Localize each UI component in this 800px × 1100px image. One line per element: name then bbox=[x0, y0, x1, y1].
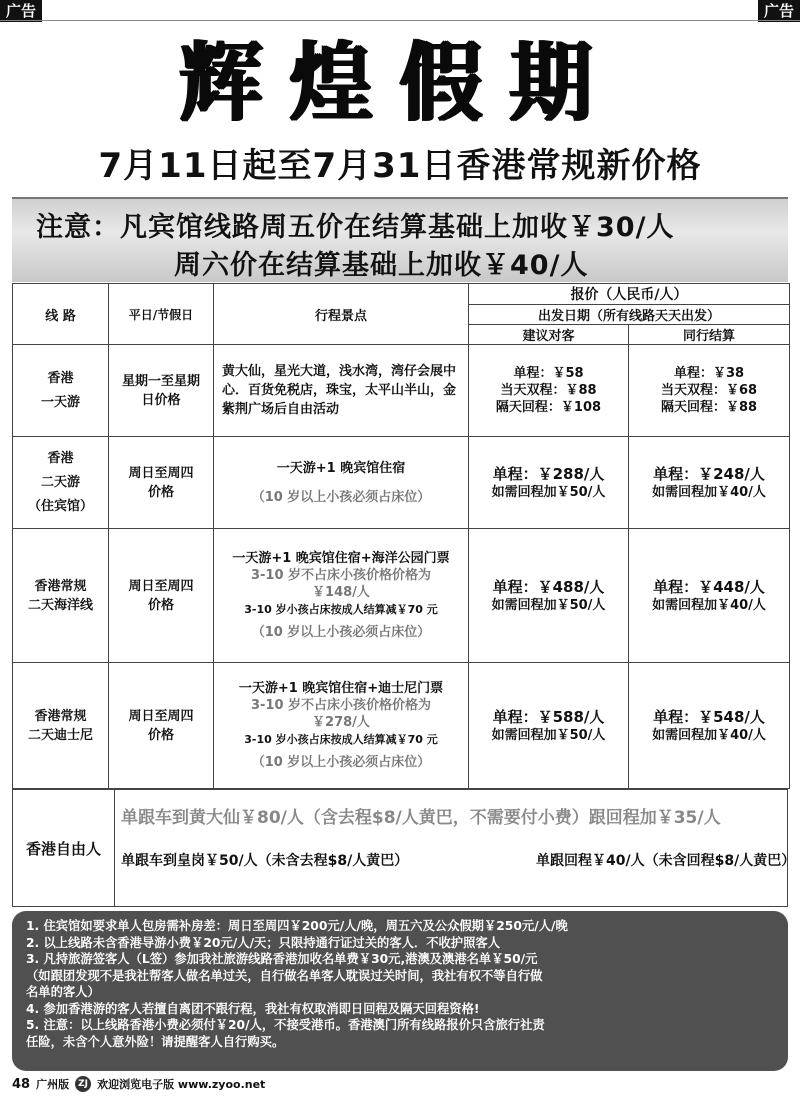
price-line: 如需回程加￥40/人 bbox=[652, 727, 766, 743]
logo-icon: ZJ bbox=[75, 1076, 91, 1092]
route-name: 二天迪士尼 bbox=[27, 727, 93, 743]
suggested-price-cell bbox=[469, 437, 629, 529]
table-row bbox=[13, 345, 790, 437]
price-line: 当天双程：￥68 bbox=[660, 383, 758, 398]
route-name: 香港常规 bbox=[34, 708, 87, 724]
edition-label: 广州版 bbox=[36, 1078, 70, 1091]
route-name: 二天海洋线 bbox=[27, 597, 93, 613]
suggested-price-cell bbox=[469, 345, 629, 437]
itinerary-line: 一天游+1 晚宾馆住宿+迪士尼门票 bbox=[238, 681, 444, 696]
itinerary-line: 3-10 岁小孩占床按成人结算减￥70 元 bbox=[244, 603, 438, 616]
price-line: 单程：￥448/人 bbox=[653, 577, 765, 596]
price-line: 如需回程加￥50/人 bbox=[491, 727, 606, 743]
ad-tag-right: 广告 bbox=[758, 0, 800, 22]
note-line: 5. 注意：以上线路香港小费必须付￥20/人，不接受港币。香港澳门所有线路报价只含旅行社责 bbox=[26, 1018, 545, 1032]
peer-price-cell bbox=[629, 663, 790, 789]
itinerary-note: 3-10 岁不占床小孩价格价格为￥148/人 bbox=[250, 568, 432, 600]
price-line: 单程：￥58 bbox=[513, 366, 584, 381]
free-travel-label: 香港自由人 bbox=[13, 790, 115, 906]
price-line: 当天双程：￥88 bbox=[500, 383, 597, 398]
itinerary-line: 一天游+1 晚宾馆住宿+海洋公园门票 bbox=[232, 551, 450, 566]
header-suggested: 建议对客 bbox=[469, 325, 629, 345]
itinerary-note: （10 岁以上小孩必须占床位） bbox=[251, 625, 431, 640]
notice-line-1: 注意：凡宾馆线路周五价在结算基础上加收￥30/人 bbox=[36, 212, 675, 243]
price-line: 单程：￥548/人 bbox=[653, 707, 765, 726]
header-peer: 同行结算 bbox=[629, 325, 790, 345]
page-subtitle: 7月11日起至7月31日香港常规新价格 bbox=[98, 146, 702, 186]
itinerary-cell bbox=[214, 529, 469, 663]
route-name: 一天游 bbox=[40, 394, 80, 410]
free-travel-box bbox=[12, 789, 796, 907]
peer-price-cell bbox=[629, 345, 790, 437]
header-departure: 出发日期（所有线路天天出发） bbox=[469, 305, 790, 325]
route-cell bbox=[13, 663, 109, 789]
page-number: 48 bbox=[12, 1076, 31, 1092]
suggested-price-cell bbox=[469, 529, 629, 663]
price-line: 单程：￥588/人 bbox=[492, 707, 605, 726]
price-table bbox=[12, 283, 790, 789]
note-line: 3. 凡持旅游签客人（L签）参加我社旅游线路香港加收名单费￥30元,港澳及澳港名单￥50/元 bbox=[26, 952, 538, 966]
note-line: 2. 以上线路未含香港导游小费￥20元/人/天；只限持通行证过关的客人．不收护照客人 bbox=[26, 935, 500, 950]
note-line: 1. 住宾馆如要求单人包房需补房差：周日至周四￥200元/人/晚，周五六及公众假期￥250元/人/晚 bbox=[26, 919, 568, 933]
note-line: 名单的客人） bbox=[26, 985, 100, 999]
table-row bbox=[13, 529, 790, 663]
note-line: 任险，未含个人意外险！请提醒客人自行购买。 bbox=[26, 1034, 285, 1049]
free-travel-line-2b: 单跟回程￥40/人（未含回程$8/人黄巴） bbox=[536, 853, 796, 869]
itinerary-note: （10 岁以上小孩必须占床位） bbox=[251, 755, 431, 770]
notice-line-2: 周六价在结算基础上加收￥40/人 bbox=[174, 250, 589, 281]
route-name: 二天游 bbox=[40, 474, 80, 490]
table-row bbox=[13, 437, 790, 529]
itinerary-cell bbox=[214, 437, 469, 529]
note-line: （如跟团发现不是我社帮客人做名单过关，自行做名单客人耽误过关时间，我社有权不等自行做 bbox=[26, 968, 543, 983]
route-cell bbox=[13, 437, 109, 529]
price-line: 单程：￥288/人 bbox=[492, 464, 605, 483]
page-footer bbox=[12, 1076, 788, 1092]
price-line: 如需回程加￥40/人 bbox=[652, 597, 766, 613]
header-route: 线 路 bbox=[13, 284, 109, 345]
route-name: 香港 bbox=[47, 450, 74, 466]
suggested-price-cell bbox=[469, 663, 629, 789]
ad-tag-left: 广告 bbox=[0, 0, 42, 22]
route-cell bbox=[13, 345, 109, 437]
header-period: 平日/节假日 bbox=[109, 284, 214, 345]
itinerary-note: （10 岁以上小孩必须占床位） bbox=[251, 489, 431, 505]
period-cell: 星期一至星期日价格 bbox=[109, 345, 214, 437]
price-line: 如需回程加￥50/人 bbox=[491, 597, 606, 613]
period-cell: 周日至周四价格 bbox=[109, 663, 214, 789]
header-itinerary: 行程景点 bbox=[214, 284, 469, 345]
notice-banner bbox=[12, 197, 788, 282]
itinerary-cell bbox=[214, 663, 469, 789]
itinerary-line: 3-10 岁小孩占床按成人结算减￥70 元 bbox=[244, 733, 438, 746]
free-travel-line-2a: 单跟车到皇岗￥50/人（未含去程$8/人黄巴） bbox=[121, 853, 409, 869]
peer-price-cell bbox=[629, 437, 790, 529]
note-line: 4. 参加香港游的客人若擅自离团不跟行程，我社有权取消即日回程及隔天回程资格! bbox=[26, 1001, 480, 1016]
itinerary-cell: 黄大仙，星光大道，浅水湾，湾仔会展中心．百货免税店，珠宝，太平山半山，金紫荆广场后自由活动 bbox=[214, 345, 469, 437]
free-travel-line-1: 单跟车到黄大仙￥80/人（含去程$8/人黄巴，不需要付小费）跟回程加￥35/人 bbox=[121, 808, 721, 828]
route-name: （住宾馆） bbox=[27, 498, 93, 514]
route-cell bbox=[13, 529, 109, 663]
top-rule bbox=[0, 20, 800, 21]
price-line: 如需回程加￥40/人 bbox=[652, 484, 766, 500]
welcome-link[interactable]: 欢迎浏览电子版 www.zyoo.net bbox=[97, 1078, 266, 1091]
price-line: 隔天回程：￥88 bbox=[660, 400, 758, 415]
period-cell: 周日至周四价格 bbox=[109, 529, 214, 663]
price-line: 隔天回程：￥108 bbox=[495, 400, 602, 415]
table-row bbox=[13, 663, 790, 789]
brand-title: 辉煌假期 bbox=[179, 33, 620, 134]
header-price: 报价（人民币/人） bbox=[469, 284, 790, 305]
price-line: 单程：￥248/人 bbox=[653, 464, 765, 483]
itinerary-line: 一天游+1 晚宾馆住宿 bbox=[276, 460, 406, 476]
period-cell: 周日至周四价格 bbox=[109, 437, 214, 529]
price-line: 如需回程加￥50/人 bbox=[491, 484, 606, 500]
itinerary-note: 3-10 岁不占床小孩价格价格为￥278/人 bbox=[250, 698, 432, 730]
notes-box bbox=[12, 911, 788, 1071]
price-line: 单程：￥38 bbox=[673, 366, 745, 381]
route-name: 香港 bbox=[47, 370, 74, 386]
route-name: 香港常规 bbox=[34, 578, 87, 594]
price-line: 单程：￥488/人 bbox=[492, 577, 605, 596]
peer-price-cell bbox=[629, 529, 790, 663]
